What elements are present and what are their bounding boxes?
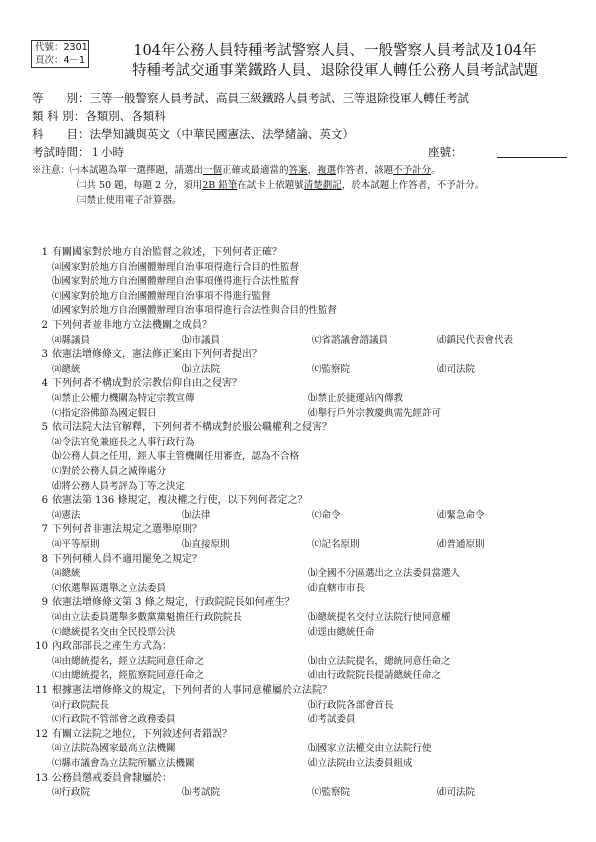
note-2-end: ，於本試題上作答者，不予計分。 [341, 180, 485, 191]
answer-option: ⒟直轄市市長 [308, 582, 366, 594]
note-1-underline-3: 複選 [317, 165, 337, 176]
answer-option: ⒟由行政院院長提請總統任命之 [308, 670, 442, 682]
answer-option: ⒟司法院 [437, 787, 476, 799]
answer-option: ⒝總統提名交付立法院行使同意權 [308, 612, 451, 623]
question-text: 根據憲法增修條文的規定，下列何者的人事同意權屬於立法院？ [52, 685, 332, 696]
answer-option: ⒝國家對於地方自治團體辦理自治事項僅得進行合法性監督 [52, 276, 300, 288]
answer-option: ⒞總統提名交由全民投票公決 [52, 626, 176, 638]
question-number: 12 [35, 728, 48, 740]
answer-option: ⒞監察院 [312, 363, 351, 375]
seat-label: 座號： [428, 145, 463, 159]
question-number: 2 [41, 320, 48, 331]
answer-option: ⒝國家立法權交由立法院行使 [308, 743, 432, 755]
note-2-underline-1: 2B 鉛筆 [202, 180, 238, 191]
answer-option: ⒞記名原則 [312, 539, 360, 550]
answer-option: ⒜總統 [52, 363, 81, 375]
answer-option: ⒞依選舉區選舉之立法委員 [52, 582, 167, 594]
question-text: 下列何種人員不適用罷免之規定？ [52, 553, 202, 565]
question-text: 下列何者並非地方立法機關之成員？ [52, 320, 212, 331]
answer-option: ⒝立法院 [182, 363, 221, 375]
answer-option: ⒞國家對於地方自治團體辦理自治事項不得進行監督 [52, 290, 271, 302]
answer-option: ⒟逕由總統任命 [308, 626, 375, 638]
category-value: 各類別、各類科 [85, 109, 166, 123]
meta-subject [32, 127, 354, 142]
answer-option: ⒟考試委員 [308, 714, 356, 726]
answer-option: ⒟立法院由立法委員組成 [308, 758, 413, 769]
question-number: 1 [41, 247, 48, 258]
question-number: 5 [41, 422, 48, 434]
answer-option: ⒟國家對於地方自治團體辦理自治事項得進行合法性與合目的性監督 [52, 305, 338, 317]
answer-option: ⒟緊急命令 [437, 509, 485, 521]
question-number: 10 [35, 641, 48, 653]
question-text: 公務員懲戒委員會隸屬於： [52, 772, 172, 784]
time-value: １小時 [89, 145, 124, 159]
grade-label: 等 別： [32, 91, 90, 105]
answer-option: ⒝行政院各部會首長 [308, 699, 394, 711]
answer-option: ⒞對於公務人員之減俸處分 [52, 466, 167, 477]
question-number: 11 [35, 685, 48, 696]
answer-option: ⒝公務人員之任用，經人事主管機關任用審查，認為不合格 [52, 451, 300, 463]
note-1-mid-2: ， [307, 165, 318, 176]
question-text: 依憲法第 136 條規定，複決權之行使，以下列何者定之？ [52, 495, 308, 507]
answer-option: ⒟將公務人員考評為丁等之決定 [52, 480, 186, 492]
answer-option: ⒟鎮民代表會代表 [437, 334, 514, 346]
exam-code-box [31, 40, 89, 68]
question-text: 內政部部長之產生方式為： [52, 641, 172, 653]
question-text: 有關國家對於地方自治監督之敘述，下列何者正確？ [52, 247, 282, 258]
answer-option: ⒜國家對於地方自治團體辦理自治事項得進行合目的性監督 [52, 261, 300, 273]
meta-grade [32, 91, 469, 106]
question-number: 7 [41, 524, 48, 536]
answer-option: ⒝考試院 [182, 787, 221, 799]
answer-option: ⒜憲法 [52, 509, 81, 521]
answer-option: ⒝全國不分區選出之立法委員當選人 [308, 568, 461, 580]
question-number: 4 [41, 378, 48, 390]
note-1 [32, 164, 441, 177]
meta-category [32, 109, 166, 124]
subject-value: 法學知識與英文（中華民國憲法、法學緒論、英文） [89, 127, 354, 141]
answer-option: ⒜由總統提名，經立法院同意任命之 [52, 655, 205, 667]
note-1-underline-4: 不予計分 [393, 165, 432, 176]
note-1-end: 。 [431, 165, 441, 176]
question-text: 依司法院大法官解釋，下列何者不構成對於服公職權利之侵害？ [52, 422, 332, 434]
answer-option: ⒜平等原則 [52, 539, 100, 550]
seat-number-blank [497, 157, 567, 158]
question-number: 9 [41, 597, 48, 609]
page-number: 頁次：4－1 [35, 55, 86, 66]
note-2 [77, 179, 484, 192]
note-1-underline-1: 一個 [203, 165, 223, 176]
category-label: 類 科 別： [32, 109, 86, 123]
answer-option: ⒜行政院 [52, 787, 91, 799]
time-label: 考試時間： [32, 145, 90, 159]
answer-option: ⒝由立法院提名，總統同意任命之 [308, 655, 451, 667]
answer-option: ⒞行政院不管部會之政務委員 [52, 714, 176, 726]
question-text: 下列何者不構成對於宗教信仰自由之侵害？ [52, 378, 242, 390]
question-number: 13 [35, 772, 48, 784]
answer-option: ⒝市議員 [182, 334, 221, 346]
exam-title-line-2: 特種考試交通事業鐵路人員、退除役軍人轉任公務人員考試試題 [132, 63, 538, 79]
question-number: 6 [41, 495, 48, 507]
question-text: 下列何者非憲法規定之選舉原則？ [52, 524, 202, 536]
question-number: 8 [41, 553, 48, 565]
answer-option: ⒜由立法委員選舉多數黨黨魁擔任行政院院長 [52, 612, 243, 623]
note-2-prefix: ㈡共 50 題，每題 2 分，須用 [77, 180, 203, 191]
answer-option: ⒝禁止於捷運站內傳教 [308, 393, 404, 404]
answer-option: ⒞省諮議會諮議員 [312, 334, 389, 346]
answer-option: ⒝法律 [182, 509, 211, 521]
answer-option: ⒝直接原則 [182, 539, 230, 550]
answer-option: ⒜令法官免兼庭長之人事行政行為 [52, 436, 195, 448]
note-2-underline-2: 清楚劃記 [303, 180, 342, 191]
answer-option: ⒟普通原則 [437, 539, 485, 550]
answer-option: ⒜縣議員 [52, 334, 91, 346]
answer-option: ⒞由總統提名，經監察院同意任命之 [52, 670, 205, 682]
question-text: 依憲法增修條文，憲法修正案由下列何者提出？ [52, 349, 262, 361]
note-3: ㈢禁止使用電子計算器。 [77, 195, 182, 206]
answer-option: ⒞指定浴佛節為國定假日 [52, 407, 157, 419]
answer-option: ⒞縣市議會為立法院所屬立法機關 [52, 758, 195, 769]
note-2-mid: 在試卡上依題號 [237, 180, 304, 191]
question-text: 有關立法院之地位，下列敘述何者錯誤？ [52, 728, 232, 740]
subject-label: 科 目： [32, 127, 90, 141]
meta-time [32, 145, 124, 160]
exam-title-line-1: 104年公務人員特種考試警察人員、一般警察人員考試及104年 [133, 43, 537, 59]
note-1-prefix: ※注意：㈠本試題為單一選擇題，請選出 [32, 165, 204, 176]
answer-option: ⒞命令 [312, 509, 341, 521]
note-1-underline-2: 答案 [288, 165, 308, 176]
note-1-mid-3: 作答者，該題 [336, 165, 394, 176]
answer-option: ⒟司法院 [437, 363, 476, 375]
answer-option: ⒜禁止公權力機關為特定宗教宣傳 [52, 393, 195, 404]
answer-option: ⒜總統 [52, 568, 81, 580]
answer-option: ⒜行政院院長 [52, 699, 110, 711]
answer-option: ⒞監察院 [312, 787, 351, 799]
answer-option: ⒟舉行戶外宗教慶典需先經許可 [308, 407, 442, 419]
grade-value: 三等一般警察人員考試、高員三級鐵路人員考試、三等退除役軍人轉任考試 [89, 91, 469, 105]
exam-code: 代號：2301 [35, 42, 88, 53]
answer-option: ⒜立法院為國家最高立法機關 [52, 743, 176, 755]
question-number: 3 [41, 349, 48, 361]
note-1-mid-1: 正確或最適當的 [222, 165, 289, 176]
question-text: 依憲法增修條文第 3 條之規定，行政院院長如何產生？ [52, 597, 295, 609]
